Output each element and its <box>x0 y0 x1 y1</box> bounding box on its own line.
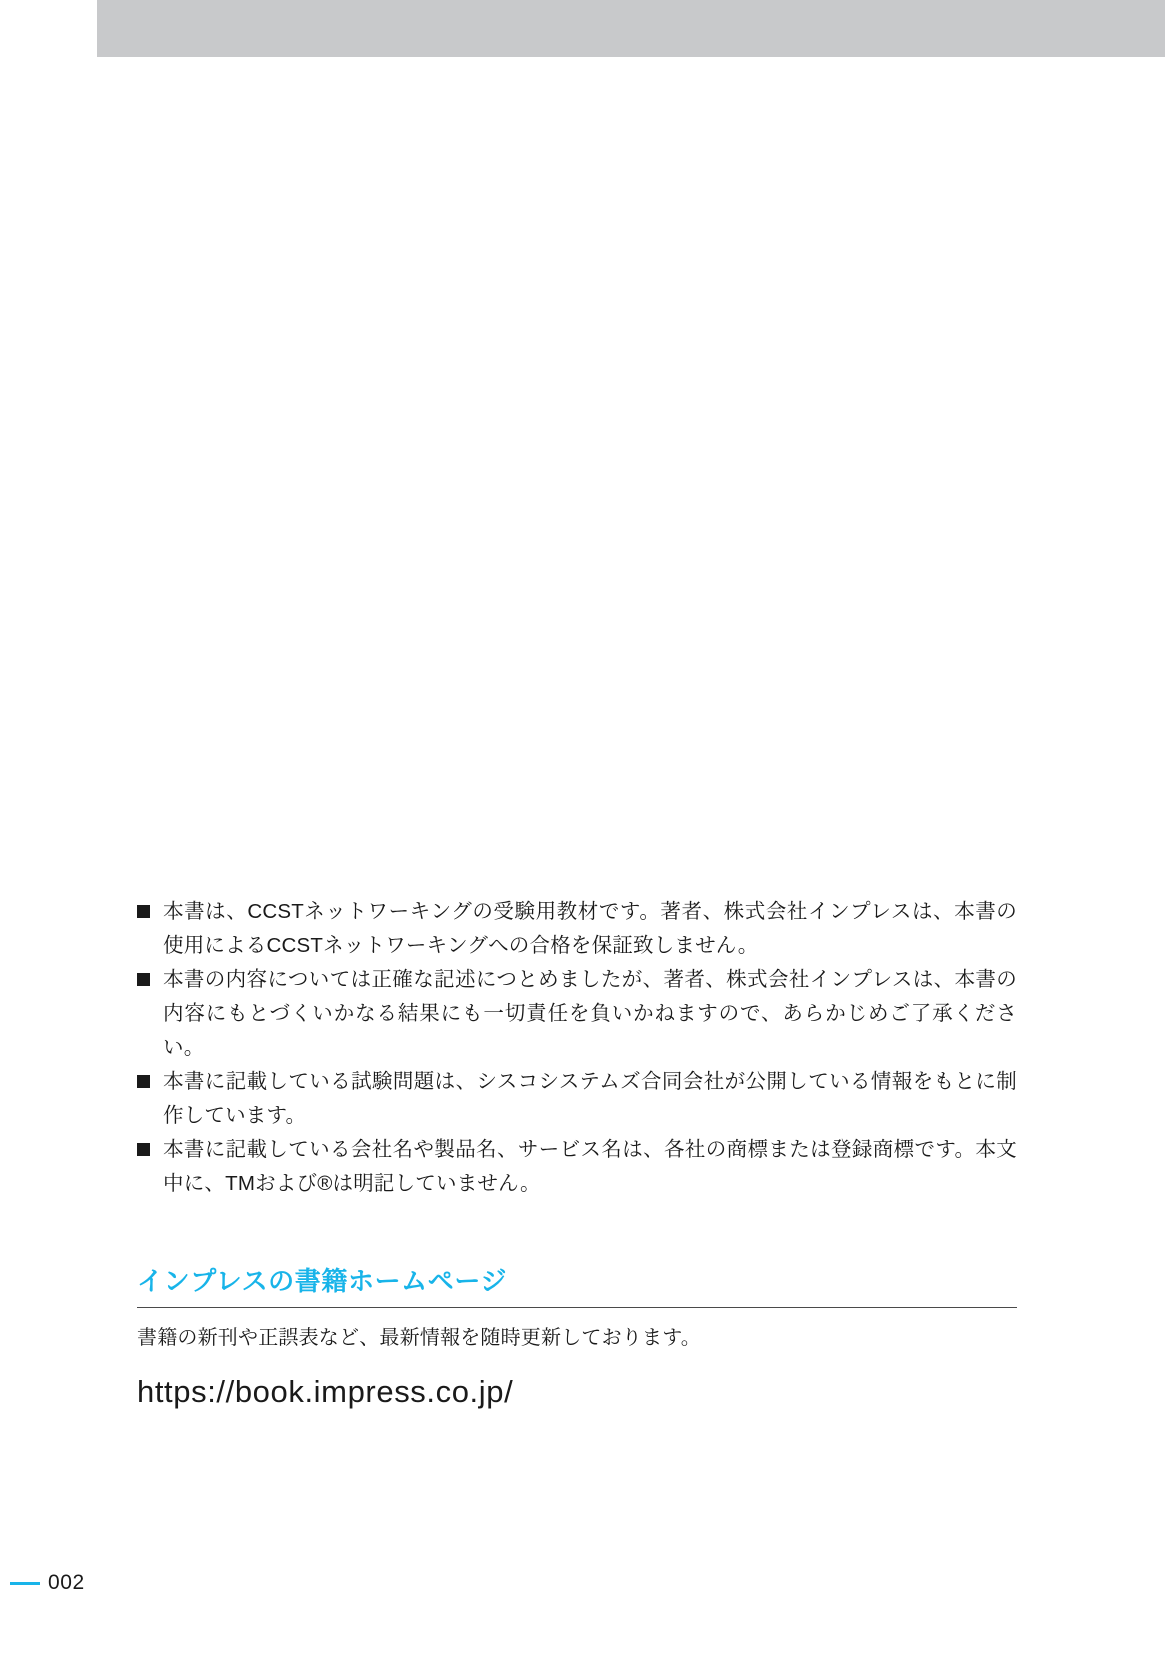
section-title: インプレスの書籍ホームページ <box>137 1266 508 1296</box>
page-number: 002 <box>48 1571 85 1594</box>
footer-accent-rule <box>10 1582 40 1585</box>
divider <box>137 1307 1017 1308</box>
notice-text: 本書に記載している試験問題は、シスコシステムズ合同会社が公開している情報をもとに制作しています。 <box>163 1070 1017 1127</box>
notice-text: 本書の内容については正確な記述につとめましたが、著者、株式会社インプレスは、本書の内容にもとづくいかなる結果にも一切責任を負いかねますので、あらかじめご了承ください。 <box>163 968 1017 1059</box>
header-band-left-margin <box>0 0 97 57</box>
homepage-section <box>137 1263 1017 1414</box>
notice-text: 本書に記載している会社名や製品名、サービス名は、各社の商標または登録商標です。本文中に、TMおよび®は明記していません。 <box>163 1138 1017 1195</box>
list-item <box>137 963 1017 1065</box>
square-bullet-icon <box>137 973 150 986</box>
square-bullet-icon <box>137 1143 150 1156</box>
square-bullet-icon <box>137 905 150 918</box>
notice-list <box>137 895 1017 1201</box>
list-item <box>137 895 1017 963</box>
homepage-url[interactable]: https://book.impress.co.jp/ <box>137 1374 514 1409</box>
page-footer <box>0 1568 200 1598</box>
header-band <box>0 0 1165 57</box>
list-item <box>137 1065 1017 1133</box>
notice-text: 本書は、CCSTネットワーキングの受験用教材です。著者、株式会社インプレスは、本書の使用によるCCSTネットワーキングへの合格を保証致しません。 <box>163 900 1017 957</box>
section-description: 書籍の新刊や正誤表など、最新情報を随時更新しております。 <box>137 1327 701 1349</box>
square-bullet-icon <box>137 1075 150 1088</box>
list-item <box>137 1133 1017 1201</box>
